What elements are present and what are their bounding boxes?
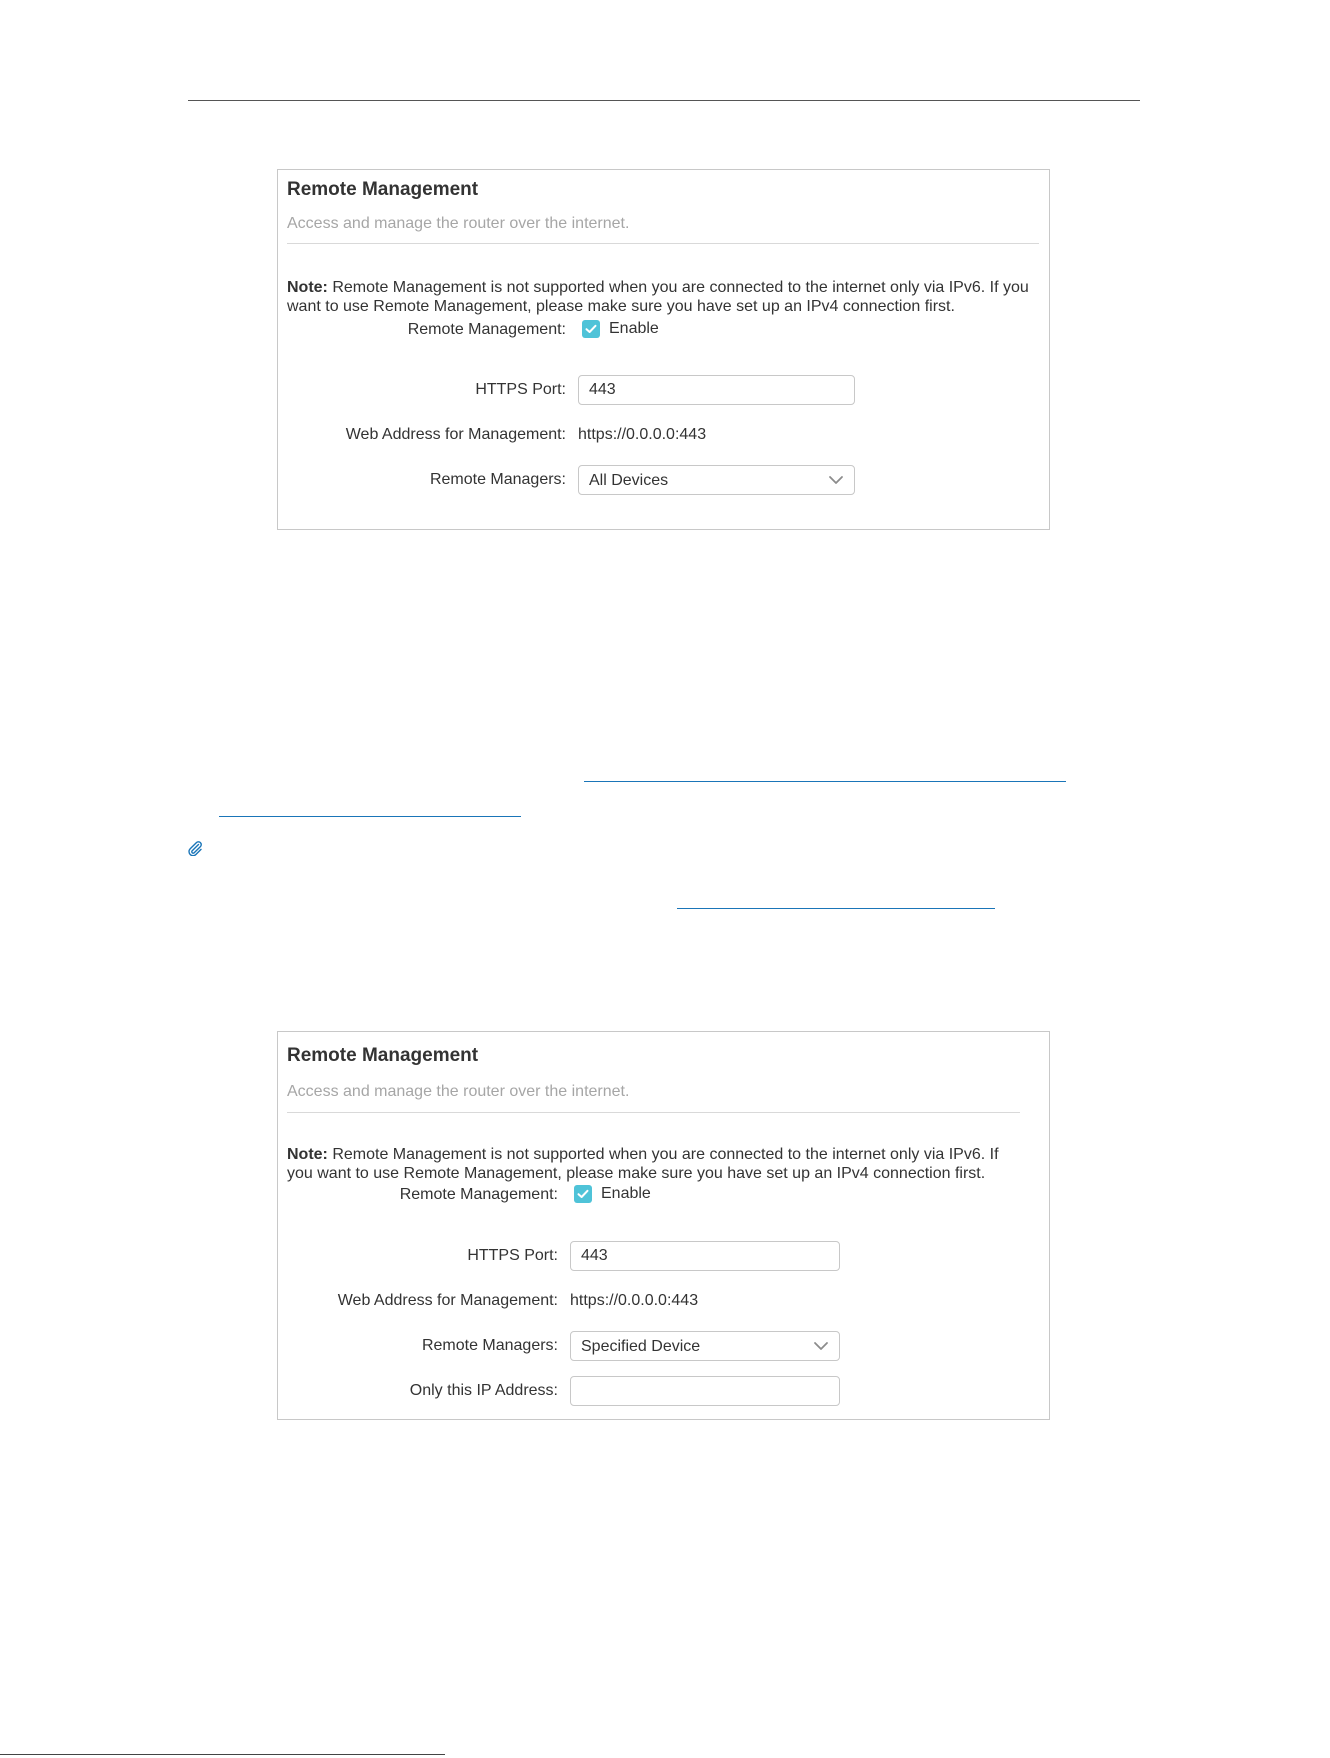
- note-label: Note:: [287, 1146, 328, 1163]
- https-port-label: HTTPS Port:: [475, 381, 566, 398]
- panel-title: Remote Management: [287, 179, 479, 200]
- remote-managers-selected-value: All Devices: [589, 472, 669, 489]
- remote-management-row: [278, 1180, 1049, 1210]
- panel-subtitle: Access and manage the router over the internet.: [287, 215, 630, 232]
- panel-title: Remote Management: [287, 1045, 479, 1066]
- enable-checkbox[interactable]: [582, 320, 659, 338]
- remote-managers-row: [278, 465, 1049, 495]
- check-icon[interactable]: [574, 1185, 592, 1203]
- panel-subtitle: Access and manage the router over the internet.: [287, 1083, 630, 1100]
- footer-rule: [0, 1754, 445, 1755]
- web-address-label: Web Address for Management:: [337, 1292, 558, 1309]
- remote-managers-label: Remote Managers:: [421, 1337, 558, 1354]
- hyperlink-underline[interactable]: [677, 908, 995, 909]
- check-icon[interactable]: [582, 320, 600, 338]
- remote-managers-label: Remote Managers:: [429, 471, 566, 488]
- only-ip-row: [278, 1376, 1049, 1406]
- enable-label: Enable: [601, 1185, 651, 1202]
- web-address-label: Web Address for Management:: [345, 426, 566, 443]
- web-address-value: https://0.0.0.0:443: [578, 426, 707, 443]
- note-label: Note:: [287, 279, 328, 296]
- web-address-row: [278, 420, 1049, 450]
- hyperlink-underline[interactable]: [584, 781, 1066, 782]
- note-text: [287, 1145, 1027, 1183]
- hyperlink-underline[interactable]: [219, 816, 521, 817]
- chevron-down-icon[interactable]: [828, 474, 844, 486]
- remote-management-row: [278, 315, 1049, 345]
- enable-checkbox[interactable]: [574, 1185, 651, 1203]
- remote-managers-row: [278, 1331, 1049, 1361]
- note-body: Remote Management is not supported when you are connected to the internet only via IPv6. If you want to use Remote Management, please make sure you have set up an IPv4 connection first.: [287, 1146, 999, 1182]
- chevron-down-icon[interactable]: [813, 1340, 829, 1352]
- remote-managers-selected-value: Specified Device: [581, 1338, 701, 1355]
- header-rule: [188, 100, 1140, 101]
- note-body: Remote Management is not supported when you are connected to the internet only via IPv6. If you want to use Remote Management, please make sure you have set up an IPv4 connection first.: [287, 279, 1029, 315]
- web-address-row: [278, 1286, 1049, 1316]
- https-port-input[interactable]: [578, 375, 855, 405]
- panel-divider: [287, 243, 1039, 244]
- remote-management-label: Remote Management:: [407, 321, 566, 338]
- paperclip-icon: [187, 840, 203, 856]
- remote-managers-select[interactable]: [570, 1331, 840, 1361]
- https-port-input[interactable]: [570, 1241, 840, 1271]
- only-ip-input[interactable]: [570, 1376, 840, 1406]
- remote-management-panel-all-devices: [277, 169, 1050, 530]
- https-port-label: HTTPS Port:: [467, 1247, 558, 1264]
- web-address-value: https://0.0.0.0:443: [570, 1292, 699, 1309]
- remote-managers-select[interactable]: [578, 465, 855, 495]
- note-text: [287, 278, 1035, 316]
- enable-label: Enable: [609, 320, 659, 337]
- remote-management-panel-specified-device: [277, 1031, 1050, 1420]
- https-port-row: [278, 375, 1049, 405]
- https-port-row: [278, 1241, 1049, 1271]
- remote-management-label: Remote Management:: [399, 1186, 558, 1203]
- panel-divider: [287, 1112, 1020, 1113]
- only-ip-label: Only this IP Address:: [409, 1382, 558, 1399]
